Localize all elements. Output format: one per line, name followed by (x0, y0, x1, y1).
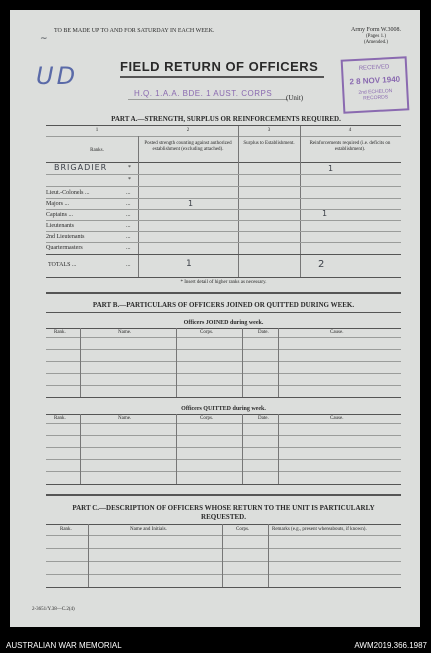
quitted-line-1 (46, 435, 401, 436)
part-c-col-remarks: Remarks (e.g., present whereabouts, if known). (272, 527, 367, 532)
rank-row-3: Lieut.-Colonels ... (46, 190, 90, 196)
col-header-surplus: Surplus to Establishment. (243, 141, 295, 146)
quitted-line-3 (46, 459, 401, 460)
instruction-text: TO BE MADE UP TO AND FOR SATURDAY IN EACH WEEK. (54, 28, 215, 34)
col-number-1: 1 (95, 128, 99, 133)
part-c-divider-3 (268, 524, 269, 587)
part-a-top-rule (46, 125, 401, 126)
col-divider-3 (300, 126, 301, 278)
col-number-4: 4 (348, 128, 352, 133)
col-number-3: 3 (267, 128, 271, 133)
reinf-row-5: 1 (322, 209, 328, 218)
unit-underline (128, 99, 288, 100)
joined-col-corps: Corps. (200, 330, 214, 335)
part-c-line-3 (46, 574, 401, 575)
quitted-col-cause: Cause. (330, 416, 344, 421)
part-c-title-line-1: PART C.—DESCRIPTION OF OFFICERS WHOSE RETURN TO THE UNIT IS PARTICULARLY (72, 504, 375, 512)
joined-divider-4 (278, 328, 279, 397)
rank-row-8: Quartermasters (46, 245, 83, 251)
part-b-top-rule (46, 312, 401, 313)
totals-mark: ... (126, 262, 131, 268)
col-number-rule (46, 136, 401, 137)
joined-col-date: Date. (258, 330, 269, 335)
quitted-header-rule (46, 423, 401, 424)
row-rule-7 (46, 242, 401, 243)
part-c-title-line-2: REQUESTED. (201, 513, 246, 521)
quitted-divider-3 (242, 414, 243, 484)
part-c-divider-1 (88, 524, 89, 587)
col-divider-2 (238, 126, 239, 278)
totals-posted: 1 (186, 259, 192, 269)
col-header-posted: Posted strength counting against authorized establishment (excluding attached). (144, 141, 232, 152)
received-stamp (341, 56, 410, 113)
rank-row-8-mark: ... (126, 245, 131, 251)
col-header-reinforcements: Reinforcements required (i.e. deficits on establishment). (309, 141, 391, 152)
part-a-footnote: * Insert detail of higher ranks as necessary. (180, 280, 267, 285)
handwritten-mark: UD (36, 62, 79, 90)
part-c-top-rule (46, 524, 401, 525)
totals-label: TOTALS ... (48, 262, 77, 268)
joined-divider-3 (242, 328, 243, 397)
joined-line-3 (46, 373, 401, 374)
document-page (10, 10, 420, 627)
rank-row-7: 2nd Lieutenants (46, 234, 85, 240)
stamp-received: RECEIVED (358, 64, 390, 72)
part-c-bottom-rule (46, 587, 401, 588)
rank-row-6-mark: ... (126, 223, 131, 229)
part-b-title: PART B.—PARTICULARS OF OFFICERS JOINED OR QUITTED DURING WEEK. (92, 301, 355, 309)
stamp-date: 2 8 NOV 1940 (349, 74, 401, 87)
army-form-label: Army Form W.3008. (350, 27, 401, 33)
approved-label: (Amended.) (363, 40, 389, 45)
part-a-title: PART A.—STRENGTH, SURPLUS OR REINFORCEMENTS REQUIRED. (111, 115, 341, 123)
joined-title: Officers JOINED during week. (183, 320, 264, 326)
stamp-echelon: 2nd ECHELON (358, 88, 393, 96)
row-rule-6 (46, 231, 401, 232)
quitted-title-rule (46, 414, 401, 415)
part-c-line-1 (46, 548, 401, 549)
army-form-number (346, 27, 406, 46)
stamp-records: RECORDS (363, 94, 389, 102)
totals-top-rule (46, 254, 401, 255)
part-b-end-rule (46, 494, 401, 496)
quitted-col-rank: Rank. (54, 416, 66, 421)
joined-line-1 (46, 349, 401, 350)
joined-col-rank: Rank. (54, 330, 66, 335)
title-underline (120, 76, 324, 78)
joined-title-rule (46, 328, 401, 329)
joined-col-cause: Cause. (330, 330, 344, 335)
posted-row-4: 1 (188, 199, 194, 208)
part-c-col-rank: Rank. (60, 527, 72, 532)
rank-row-4-mark: ... (126, 201, 131, 207)
quitted-divider-2 (176, 414, 177, 484)
quitted-bottom-rule (46, 484, 401, 485)
part-c-divider-2 (222, 524, 223, 587)
rank-row-3-mark: ... (126, 190, 131, 196)
quitted-col-date: Date. (258, 416, 269, 421)
joined-bottom-rule (46, 397, 401, 398)
quitted-line-2 (46, 447, 401, 448)
row-rule-5 (46, 220, 401, 221)
joined-line-4 (46, 385, 401, 386)
unit-name: H.Q. 1.A.A. BDE. 1 AUST. CORPS (134, 89, 273, 98)
quitted-divider-1 (80, 414, 81, 484)
rank-row-4: Majors ... (46, 201, 69, 207)
row-rule-2 (46, 186, 401, 187)
print-code: 2-3651/Y.38—C.2(4) (32, 607, 75, 612)
rank-row-1-mark: * (128, 165, 131, 171)
rank-row-2-mark: * (128, 177, 131, 183)
pages-label: (Pages 1.) (366, 34, 386, 39)
part-c-col-corps: Corps. (236, 527, 250, 532)
part-a-end-rule (46, 292, 401, 294)
quitted-col-corps: Corps. (200, 416, 214, 421)
col-header-ranks: Ranks. (90, 148, 104, 153)
quitted-line-4 (46, 471, 401, 472)
rank-row-7-mark: ... (126, 234, 131, 240)
rank-row-6: Lieutenants (46, 223, 74, 229)
col-number-2: 2 (186, 128, 190, 133)
joined-col-name: Name. (118, 330, 132, 335)
row-rule-3 (46, 198, 401, 199)
rank-row-5: Captains ... (46, 212, 73, 218)
joined-header-rule (46, 337, 401, 338)
footer-accession-number: AWM2019.366.1987 (354, 641, 427, 650)
joined-divider-1 (80, 328, 81, 397)
joined-line-2 (46, 361, 401, 362)
part-c-line-2 (46, 561, 401, 562)
row-rule-4 (46, 209, 401, 210)
form-title: FIELD RETURN OF OFFICERS (120, 59, 319, 74)
quitted-title: Officers QUITTED during week. (181, 406, 266, 412)
corner-tick-mark: ~ (40, 34, 48, 44)
joined-divider-2 (176, 328, 177, 397)
row-rule-1 (46, 174, 401, 175)
reinf-row-1: 1 (328, 164, 334, 173)
unit-label: (Unit) (286, 94, 304, 102)
rank-row-1: BRIGADIER (54, 163, 108, 172)
totals-bottom-rule (46, 277, 401, 278)
footer-institution: AUSTRALIAN WAR MEMORIAL (6, 641, 122, 650)
totals-reinf: 2 (318, 259, 325, 270)
col-divider-1 (138, 136, 139, 278)
rank-row-5-mark: ... (126, 212, 131, 218)
part-c-header-rule (46, 535, 401, 536)
quitted-divider-4 (278, 414, 279, 484)
quitted-col-name: Name. (118, 416, 132, 421)
part-c-col-name: Name and Initials. (130, 527, 167, 532)
